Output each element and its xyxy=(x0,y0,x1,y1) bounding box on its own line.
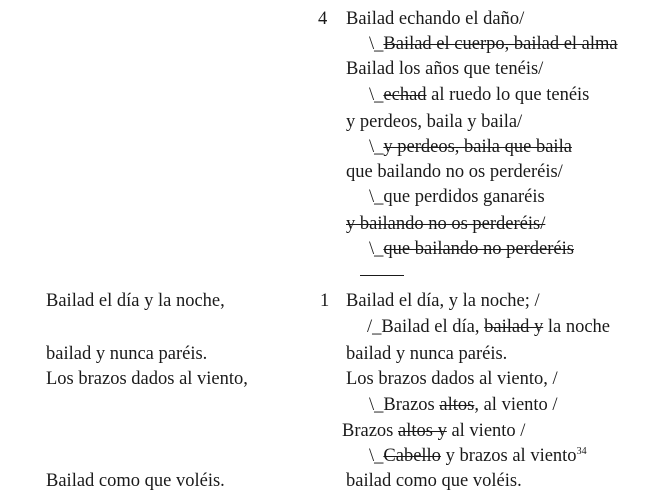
verse-line xyxy=(367,316,610,338)
line-text: \_ xyxy=(369,34,384,54)
verse-line xyxy=(346,213,545,235)
deleted-text: Bailad el cuerpo, bailad el alma xyxy=(383,34,618,54)
verse-line xyxy=(369,445,587,467)
deleted-text: altos xyxy=(439,395,475,415)
verse-line xyxy=(346,58,543,80)
verse-line xyxy=(346,343,507,365)
line-text: Brazos xyxy=(342,421,398,441)
line-text: \_Brazos xyxy=(369,395,440,415)
line-text: \_ xyxy=(369,85,384,105)
deleted-text: y perdeos, baila que baila xyxy=(383,137,572,157)
edited-verse-line: Los brazos dados al viento, xyxy=(46,369,248,389)
verse-number-bottom: 1 xyxy=(320,291,330,311)
verse-line xyxy=(346,470,522,492)
edited-verse-line: Bailad el día y la noche, xyxy=(46,291,225,311)
verse-line xyxy=(369,33,618,55)
line-text: y brazos al viento xyxy=(440,446,577,466)
verse-line xyxy=(346,161,563,183)
deleted-text: Cabello xyxy=(383,446,441,466)
deleted-text: echad xyxy=(383,85,427,105)
verse-line xyxy=(369,186,545,208)
line-text: \_ xyxy=(369,239,384,259)
line-text: la noche xyxy=(543,317,610,337)
edited-verse-line: bailad y nunca paréis. xyxy=(46,344,208,364)
deleted-text: que bailando no perderéis xyxy=(383,239,574,259)
line-text: que bailando no os perderéis/ xyxy=(346,162,563,182)
line-text: \_ xyxy=(369,137,384,157)
edited-verse-line: Bailad como que voléis. xyxy=(46,471,225,491)
verse-number-top: 4 xyxy=(318,9,328,29)
verse-line xyxy=(346,290,540,312)
line-text: Los brazos dados al viento, / xyxy=(346,369,558,389)
footnote-marker: 34 xyxy=(576,446,587,457)
verse-line xyxy=(369,84,589,106)
line-text: , al viento / xyxy=(474,395,558,415)
deleted-text: y bailando no os perderéis/ xyxy=(346,214,546,234)
verse-line xyxy=(346,8,524,30)
verse-line xyxy=(342,420,525,442)
line-text: Bailad el día, y la noche; / xyxy=(346,291,540,311)
line-text: \_ xyxy=(369,446,384,466)
line-text: bailad y nunca paréis. xyxy=(346,344,508,364)
line-text: y perdeos, baila y baila/ xyxy=(346,112,523,132)
deleted-text: bailad y xyxy=(484,317,544,337)
deleted-text: altos y xyxy=(398,421,447,441)
verse-line xyxy=(369,136,572,158)
line-text: Bailad echando el daño/ xyxy=(346,9,525,29)
line-text: Bailad los años que tenéis/ xyxy=(346,59,544,79)
verse-line xyxy=(346,111,522,133)
verse-line xyxy=(346,368,558,390)
line-text: \_que perdidos ganaréis xyxy=(369,187,545,207)
line-text: /_Bailad el día, xyxy=(367,317,485,337)
verse-line xyxy=(369,238,574,260)
verse-line xyxy=(369,394,558,416)
line-text: al viento / xyxy=(446,421,526,441)
section-divider xyxy=(360,275,404,276)
line-text: bailad como que voléis. xyxy=(346,471,522,491)
line-text: al ruedo lo que tenéis xyxy=(426,85,590,105)
